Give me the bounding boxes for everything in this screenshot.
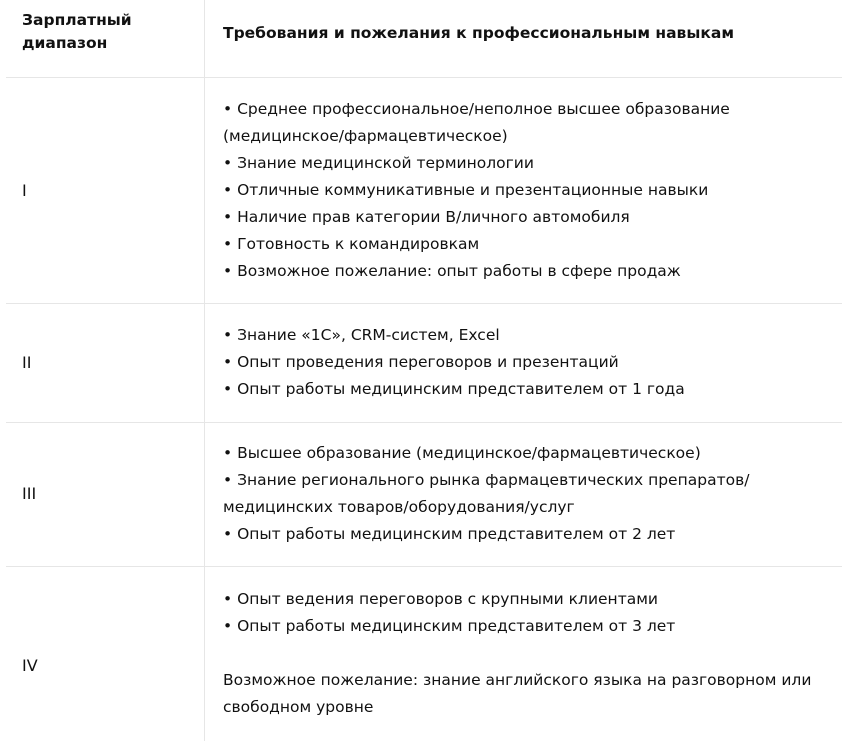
table-row bbox=[6, 566, 842, 741]
salary-range-cell bbox=[6, 303, 205, 422]
salary-range-level: III bbox=[22, 484, 37, 503]
table-header-row bbox=[6, 0, 842, 78]
requirement-line: • Среднее профессиональное/неполное высшее образование bbox=[223, 100, 730, 118]
requirement-line: (медицинское/фармацевтическое) bbox=[223, 127, 508, 145]
table-row bbox=[6, 303, 842, 423]
requirement-line: • Опыт работы медицинским представителем от 2 лет bbox=[223, 525, 676, 543]
salary-range-level: I bbox=[22, 181, 27, 200]
requirements-list bbox=[223, 586, 811, 721]
header-requirements-label: Требования и пожелания к профессиональным навыкам bbox=[223, 24, 735, 42]
requirement-line: • Опыт работы медицинским представителем от 3 лет bbox=[223, 617, 676, 635]
requirement-line: • Высшее образование (медицинское/фармацевтическое) bbox=[223, 444, 701, 462]
requirement-line: • Знание «1С», CRM-систем, Excel bbox=[223, 326, 500, 344]
requirements-list bbox=[223, 440, 749, 548]
requirement-line: • Опыт проведения переговоров и презентаций bbox=[223, 353, 619, 371]
salary-range-cell bbox=[6, 77, 205, 303]
requirements-list bbox=[223, 322, 685, 403]
salary-range-cell bbox=[6, 422, 205, 566]
requirements-cell bbox=[205, 566, 842, 741]
salary-range-level: II bbox=[22, 353, 32, 372]
requirement-line: • Знание регионального рынка фармацевтических препаратов/ bbox=[223, 471, 750, 489]
header-salary-range-label: Зарплатный диапазон bbox=[22, 11, 132, 52]
requirement-note: Возможное пожелание: знание английского языка на разговорном или bbox=[223, 671, 812, 689]
salary-range-level: IV bbox=[22, 656, 38, 675]
salary-range-cell bbox=[6, 566, 205, 741]
requirement-line: • Готовность к командировкам bbox=[223, 235, 480, 253]
requirements-cell bbox=[205, 422, 842, 566]
requirement-line: • Отличные коммуникативные и презентационные навыки bbox=[223, 181, 709, 199]
requirement-note: свободном уровне bbox=[223, 698, 374, 716]
requirement-line: • Знание медицинской терминологии bbox=[223, 154, 534, 172]
header-cell-requirements bbox=[205, 0, 842, 77]
requirement-line: • Опыт работы медицинским представителем от 1 года bbox=[223, 380, 685, 398]
requirements-cell bbox=[205, 77, 842, 303]
requirement-line: медицинских товаров/оборудования/услуг bbox=[223, 498, 575, 516]
table-row bbox=[6, 422, 842, 567]
requirement-line: • Возможное пожелание: опыт работы в сфере продаж bbox=[223, 262, 681, 280]
requirement-line: • Наличие прав категории B/личного автомобиля bbox=[223, 208, 630, 226]
requirement-line: • Опыт ведения переговоров с крупными клиентами bbox=[223, 590, 658, 608]
requirements-cell bbox=[205, 303, 842, 422]
header-cell-salary-range bbox=[6, 0, 205, 77]
requirements-list bbox=[223, 96, 730, 285]
table-row bbox=[6, 77, 842, 304]
spacer bbox=[223, 640, 811, 667]
